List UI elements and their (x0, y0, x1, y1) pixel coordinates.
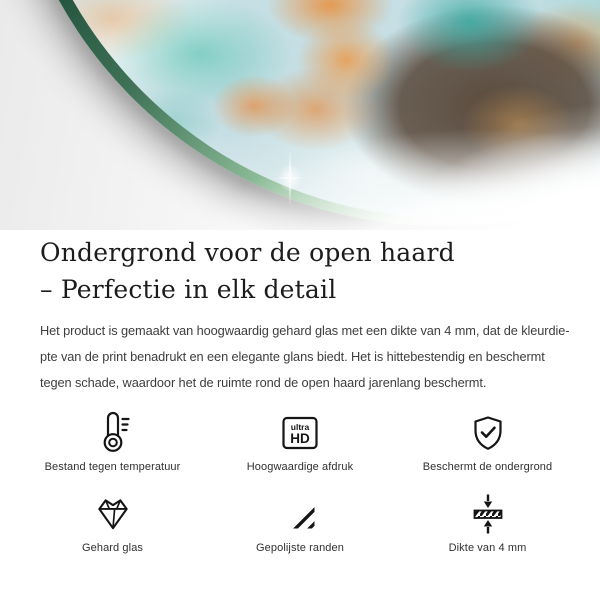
feature-polished-edges (195, 491, 405, 554)
glass-panel-artwork (16, 0, 600, 218)
page-title (0, 234, 600, 308)
diamond-icon (92, 491, 134, 537)
feature-label: Gepolijste randen (256, 542, 344, 554)
description-line-3: tegen schade, waardoor het de ruimte rond de open haard jarenlang beschermt. (40, 375, 487, 390)
feature-protects-surface (405, 410, 570, 473)
page-title-line-2: – Perfectie in elk detail (40, 275, 337, 304)
ultra-hd-icon-text-bottom: HD (290, 431, 310, 446)
page-title-line-1: Ondergrond voor de open haard (40, 238, 455, 267)
feature-temperature-resistant (30, 410, 195, 473)
ultra-hd-icon (280, 410, 320, 456)
description-line-2: pte van de print benadrukt en een elegante glans biedt. Het is hittebestendig en beschermt (40, 349, 545, 364)
feature-tempered-glass (30, 491, 195, 554)
feature-grid (30, 410, 570, 554)
thermometer-icon (92, 410, 134, 456)
feature-print-quality (195, 410, 405, 473)
feature-label: Gehard glas (81, 542, 144, 554)
thickness-4mm-icon (468, 491, 508, 537)
ultra-hd-icon-text-top: ultra (290, 422, 310, 432)
feature-label: Beschermt de ondergrond (422, 461, 553, 473)
feature-thickness (405, 491, 570, 554)
hero-product-image (0, 0, 600, 230)
feature-label: Bestand tegen temperatuur (44, 461, 181, 473)
product-description (0, 318, 600, 396)
polished-edges-icon (280, 491, 320, 537)
shield-check-icon (468, 410, 508, 456)
feature-label: Dikte van 4 mm (448, 542, 527, 554)
description-line-1: Het product is gemaakt van hoogwaardig gehard glas met een dikte van 4 mm, dat de kleurdie- (40, 323, 570, 338)
feature-label: Hoogwaardige afdruk (246, 461, 354, 473)
